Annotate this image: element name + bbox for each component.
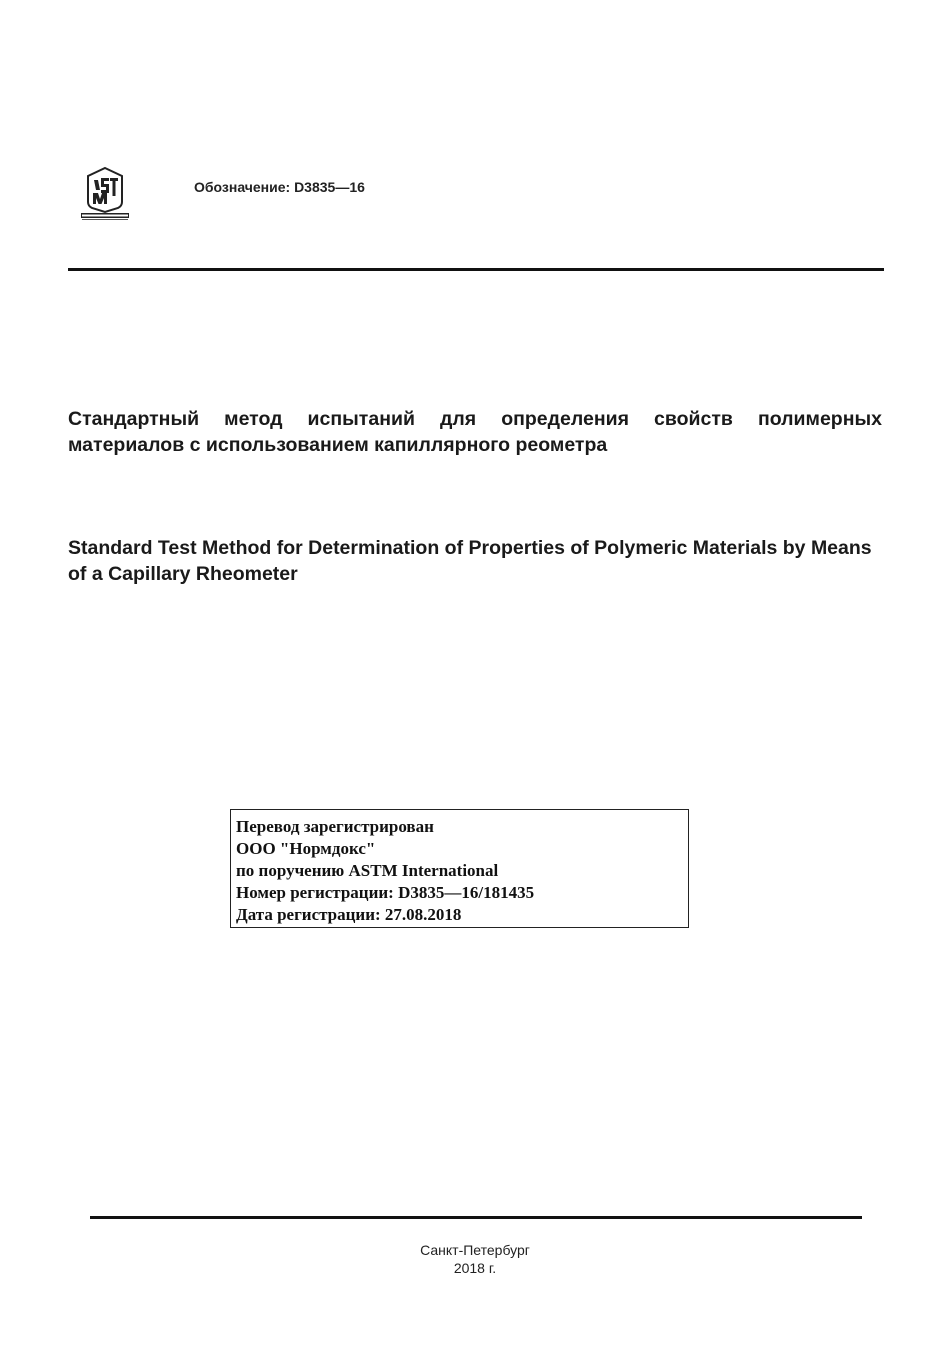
top-divider — [68, 268, 884, 271]
registration-line: ООО "Нормдокс" — [236, 839, 376, 858]
document-title-english: Standard Test Method for Determination of Properties of Polymeric Materials by Means of a Capillary Rheometer — [68, 537, 872, 585]
document-title-russian: Стандартный метод испытаний для определения свойств полимерных материалов с использованием капиллярного реометра — [68, 408, 882, 456]
astm-international-logo-icon — [78, 166, 132, 222]
footer-year: 2018 г. — [453, 1260, 497, 1276]
registration-box — [230, 809, 689, 928]
registration-line: по поручению ASTM International — [236, 861, 499, 880]
footer-city: Санкт-Петербург — [420, 1242, 530, 1258]
document-designation: Обозначение: D3835—16 — [194, 179, 365, 195]
registration-number: Номер регистрации: D3835—16/181435 — [236, 883, 535, 902]
bottom-divider — [90, 1216, 862, 1219]
footer — [0, 1241, 950, 1277]
registration-date: Дата регистрации: 27.08.2018 — [236, 905, 462, 924]
registration-line: Перевод зарегистрирован — [236, 817, 434, 836]
